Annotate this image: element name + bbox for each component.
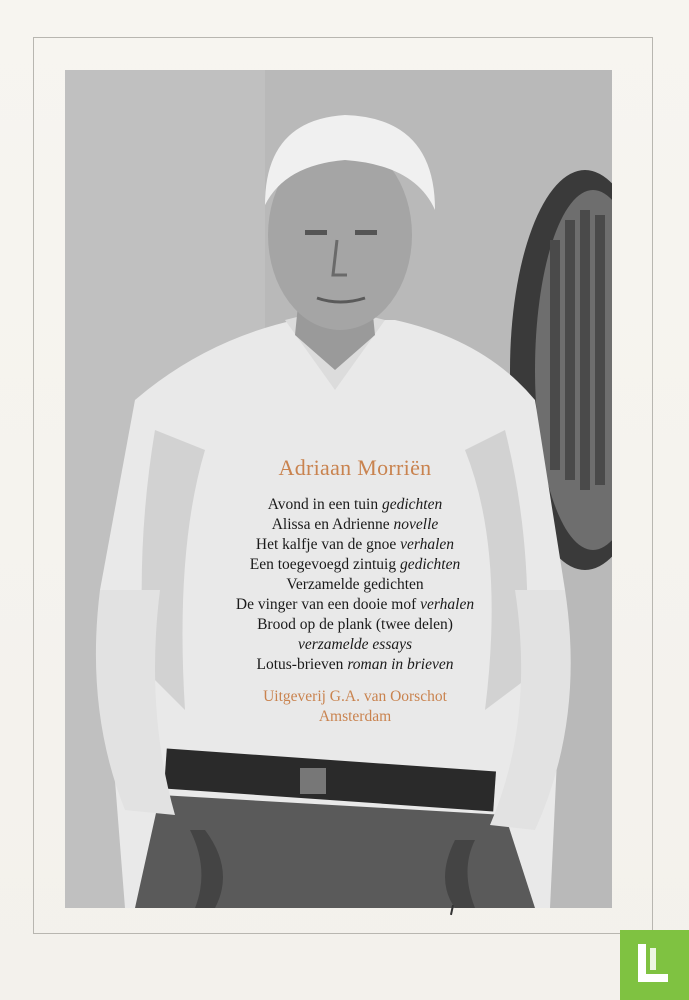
author-name: Adriaan Morriën <box>278 455 432 480</box>
list-item: Brood op de plank (twee delen) <box>257 616 453 633</box>
list-item: Verzamelde gedichten <box>286 576 424 593</box>
list-item: De vinger van een dooie mof verhalen <box>235 596 475 613</box>
list-item: Alissa en Adrienne novelle <box>271 516 439 533</box>
list-item: Het kalfje van de gnoe verhalen <box>255 536 455 553</box>
works-list <box>160 495 550 675</box>
list-item: verzamelde essays <box>297 636 413 653</box>
book-logo-icon <box>636 942 670 984</box>
list-item: Avond in een tuin gedichten <box>267 496 443 513</box>
publisher-name: Uitgeverij G.A. van Oorschot <box>263 688 447 705</box>
cover-text <box>160 455 550 727</box>
publisher-city: Amsterdam <box>318 708 392 725</box>
list-item: Lotus-brieven roman in brieven <box>256 656 454 673</box>
publisher-info <box>160 687 550 727</box>
list-item: Een toegevoegd zintuig gedichten <box>249 556 461 573</box>
watermark-logo <box>620 930 689 1000</box>
